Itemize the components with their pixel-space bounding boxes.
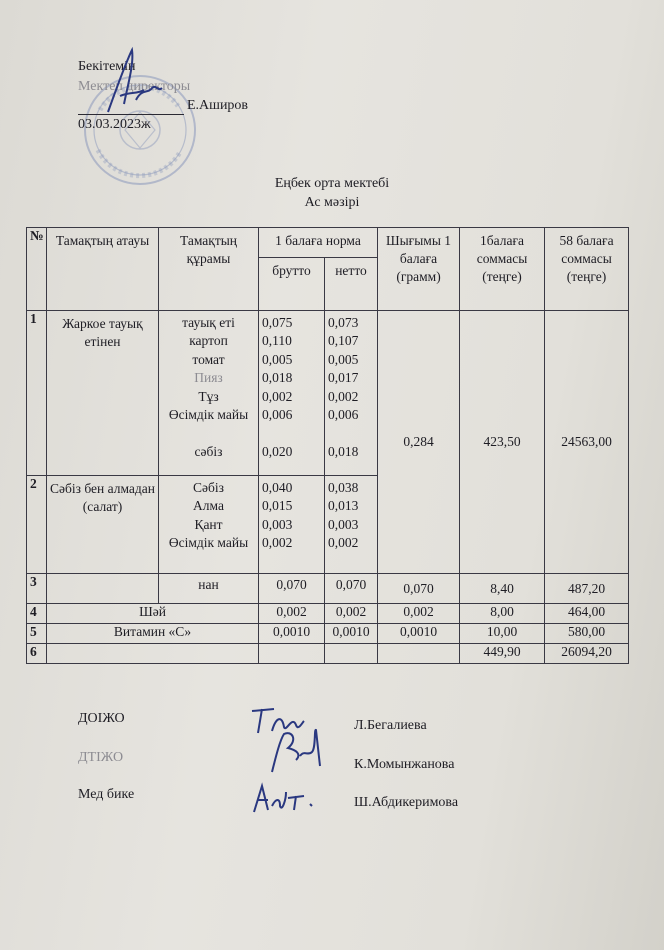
dish-name: Витамин «С» — [47, 624, 259, 644]
row-number: 6 — [27, 644, 47, 664]
signatory-name: К.Момынжанова — [354, 757, 455, 772]
cost-one-value: 423,50 — [460, 311, 545, 574]
header-norm: 1 балаға норма — [259, 228, 378, 258]
menu-table — [26, 227, 629, 664]
signature-2 — [262, 726, 332, 776]
dish-name: Сәбіз бен алмадан (салат) — [47, 476, 159, 574]
gross-blank — [259, 424, 324, 442]
cost-58-value: 464,00 — [545, 604, 629, 624]
gross-value: 0,070 — [259, 574, 325, 604]
header-row — [27, 228, 629, 258]
ingredient: томат — [192, 351, 225, 367]
net-blank — [325, 424, 377, 442]
empty-cell — [47, 644, 259, 664]
empty-cell — [378, 644, 460, 664]
net-value: 0,073 — [328, 315, 359, 330]
gross-value: 0,040 — [262, 480, 293, 495]
dish-name: Жаркое тауық етінен — [47, 311, 159, 476]
total-cost-58: 26094,20 — [545, 644, 629, 664]
cost-58-value: 487,20 — [545, 574, 629, 604]
output-value: 0,284 — [378, 311, 460, 574]
net-value: 0,005 — [328, 351, 359, 367]
net-value: 0,003 — [328, 516, 359, 532]
header-dish: Тамақтың атауы — [47, 228, 159, 311]
menu-title: Ас мәзірі — [304, 195, 360, 210]
dish-name: Шәй — [47, 604, 259, 624]
composition-value: нан — [159, 574, 259, 604]
net-value: 0,002 — [328, 535, 359, 551]
total-cost-one: 449,90 — [460, 644, 545, 664]
header-gross: брутто — [259, 258, 325, 311]
net-value: 0,017 — [328, 370, 359, 386]
net-list — [325, 476, 378, 574]
row-number: 1 — [27, 311, 47, 476]
ingredient: Сәбіз — [193, 480, 224, 495]
approval-heading: Бекітемін — [78, 59, 136, 74]
gross-value: 0,015 — [262, 498, 293, 514]
signature-role: ДОІЖО — [78, 711, 125, 726]
cost-one-value: 8,00 — [460, 604, 545, 624]
net-value: 0,107 — [328, 333, 359, 349]
ingredient-list — [159, 476, 259, 574]
gross-value: 0,018 — [262, 370, 293, 386]
dish-name-empty — [47, 574, 159, 604]
cost-one-value: 10,00 — [460, 624, 545, 644]
output-value: 0,002 — [378, 604, 460, 624]
signature-role: ДТІЖО — [78, 750, 124, 765]
approval-position: Мектеп директоры — [78, 79, 191, 94]
gross-value: 0,002 — [259, 604, 325, 624]
header-cost-one: 1балаға соммасы (теңге) — [460, 228, 545, 311]
gross-list — [259, 476, 325, 574]
approval-date: 03.03.2023ж — [78, 117, 151, 132]
net-value: 0,013 — [328, 498, 359, 514]
director-name: Е.Аширов — [187, 98, 249, 113]
row-number: 2 — [27, 476, 47, 574]
empty-cell — [259, 644, 325, 664]
ingredient: сәбіз — [194, 443, 223, 459]
signature-3 — [250, 780, 320, 816]
net-value: 0,0010 — [325, 624, 378, 644]
table-row — [27, 311, 629, 476]
ingredient: Өсімдік майы — [168, 406, 249, 422]
output-value: 0,070 — [378, 574, 460, 604]
net-list — [325, 311, 378, 476]
net-value: 0,038 — [328, 480, 359, 495]
director-signature — [98, 44, 170, 120]
cost-58-value: 24563,00 — [545, 311, 629, 574]
net-value: 0,070 — [325, 574, 378, 604]
school-name: Еңбек орта мектебі — [274, 176, 390, 191]
row-number: 5 — [27, 624, 47, 644]
signatory-name: Л.Бегалиева — [354, 718, 427, 733]
header-output: Шығымы 1 балаға (грамм) — [378, 228, 460, 311]
ingredient-blank — [159, 424, 258, 442]
gross-value: 0,005 — [262, 351, 293, 367]
table-row — [27, 624, 629, 644]
cost-one-value: 8,40 — [460, 574, 545, 604]
output-value: 0,0010 — [378, 624, 460, 644]
ingredient: Өсімдік майы — [168, 535, 249, 551]
cost-58-value: 580,00 — [545, 624, 629, 644]
ingredient-list — [159, 311, 259, 476]
gross-value: 0,006 — [262, 406, 293, 422]
net-value: 0,006 — [328, 406, 359, 422]
row-number: 4 — [27, 604, 47, 624]
gross-value: 0,002 — [262, 388, 293, 404]
gross-value: 0,020 — [262, 443, 293, 459]
header-net: нетто — [325, 258, 378, 311]
net-value: 0,018 — [328, 443, 359, 459]
gross-value: 0,110 — [262, 333, 292, 349]
row-number: 3 — [27, 574, 47, 604]
ingredient: Тұз — [198, 388, 219, 404]
gross-value: 0,002 — [262, 535, 293, 551]
gross-list — [259, 311, 325, 476]
table-row — [27, 574, 629, 604]
table-row — [27, 644, 629, 664]
ingredient: Пияз — [194, 370, 223, 386]
table-row — [27, 604, 629, 624]
empty-cell — [325, 644, 378, 664]
net-value: 0,002 — [325, 604, 378, 624]
gross-value: 0,075 — [262, 315, 293, 330]
net-value: 0,002 — [328, 388, 359, 404]
gross-value: 0,003 — [262, 516, 293, 532]
signatory-name: Ш.Абдикеримова — [354, 795, 459, 810]
header-cost-58: 58 балаға соммасы (теңге) — [545, 228, 629, 311]
ingredient: Қант — [194, 516, 223, 532]
header-number: № — [27, 228, 47, 311]
header-composition: Тамақтың құрамы — [159, 228, 259, 311]
gross-value: 0,0010 — [259, 624, 325, 644]
signature-role: Мед бике — [78, 787, 135, 802]
ingredient: картоп — [189, 333, 228, 349]
ingredient: Алма — [193, 498, 224, 514]
ingredient: тауық еті — [182, 315, 235, 330]
